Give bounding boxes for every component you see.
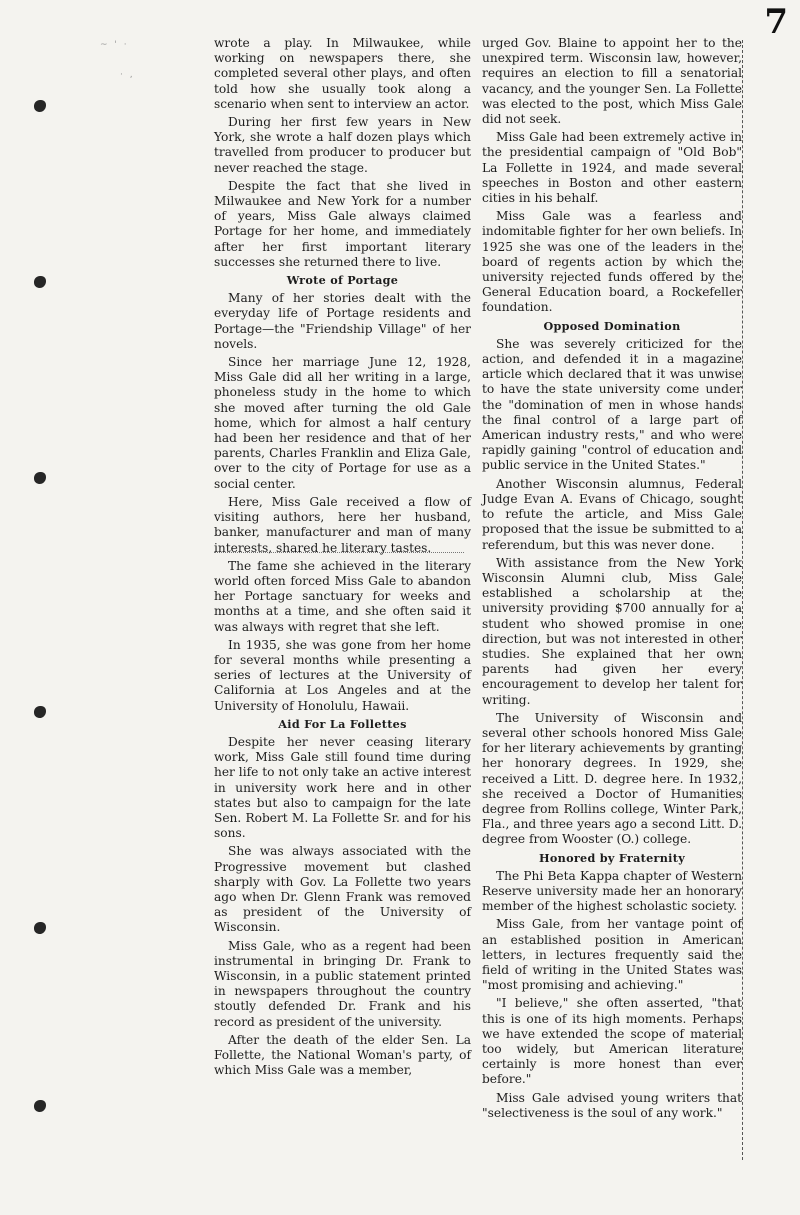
article-paragraph: With assistance from the New York Wisconsin Alumni club, Miss Gale established a scholarship at the university providing $700 annually for a student who showed promise in one direction, but was not interested in other studies. She explained that her own parents had given her every encouragement to develop her talent for writing. [482,555,742,707]
binder-hole-mark [34,276,46,288]
section-heading: Wrote of Portage [286,273,399,288]
binder-hole-mark [34,472,46,484]
article-paragraph: Here, Miss Gale received a flow of visiting authors, here her husband, banker, manufacturer and man of many interests, shared he literary tastes. [214,494,471,555]
article-paragraph: The Phi Beta Kappa chapter of Western Reserve university made her an honorary member of the highest scholastic society. [482,868,742,914]
article-paragraph: She was always associated with the Progressive movement but clashed sharply with Gov. La Follette two years ago when Dr. Glenn Frank was removed as president of the University of Wisconsin. [214,844,471,935]
binder-hole-mark [34,100,46,112]
article-paragraph: After the death of the elder Sen. La Follette, the National Woman's party, of which Miss Gale was a member, [214,1032,471,1078]
article-paragraph: During her first few years in New York, she wrote a half dozen plays which travelled from producer to producer but never reached the stage. [214,115,471,175]
article-paragraph: urged Gov. Blaine to appoint her to the unexpired term. Wisconsin law, however, requires an election to fill a senatorial vacancy, and the younger Sen. La Follette was elected to the post, which Miss Gale did not seek. [482,36,742,127]
article-paragraph: Another Wisconsin alumnus, Federal Judge Evan A. Evans of Chicago, sought to refute the article, and Miss Gale proposed that the issue be submitted to a referendum, but this was never done. [482,476,742,552]
margin-scribble: ~ ' · [100,40,129,50]
article-paragraph: Since her marriage June 12, 1928, Miss Gale did all her writing in a large, phoneless study in the home to which she moved after turning the old Gale home, which for almost a half century had been her residence and that of her parents, Charles Franklin and Eliza Gale, over to the city of Portage for use as a social center. [214,355,471,491]
article-paragraph: wrote a play. In Milwaukee, while working on newspapers there, she completed several other plays, and often told how she usually took along a scenario when sent to interview an actor. [214,36,471,111]
article-paragraph: She was severely criticized for the action, and defended it in a magazine article which declared that it was unwise to have the state university come under the "domination of men in whose hands the final control of a large part of American industry rests," and who were rapidly gaining "control of education and public service in the United States." [482,336,742,473]
article-paragraph: Despite the fact that she lived in Milwaukee and New York for a number of years, Miss Gale always claimed Portage for her home, and immediately after her first important literary successes she returned there to live. [214,178,471,269]
binder-hole-mark [34,1100,46,1112]
article-paragraph: The fame she achieved in the literary world often forced Miss Gale to abandon her Portage sanctuary for weeks and months at a time, and she often said it was always with regret that she left. [214,558,471,634]
article-paragraph: Despite her never ceasing literary work, Miss Gale still found time during her life to not only take an active interest in university work here and in other states but also to campaign for the late Sen. Robert M. La Follette Sr. and for his sons. [214,734,471,841]
article-paragraph: In 1935, she was gone from her home for several months while presenting a series of lectures at the University of California at Los Angeles and at the University of Honolulu, Hawaii. [214,637,471,713]
section-heading: Honored by Fraternity [539,850,685,865]
article-paragraph: Many of her stories dealt with the everyday life of Portage residents and Portage—the "Friendship Village" of her novels. [214,291,471,351]
article-paragraph: Miss Gale, from her vantage point of an established position in American letters, in lectures frequently said the field of writing in the United States was "most promising and achieving." [482,917,742,993]
right-column [482,36,742,1124]
section-heading: Aid For La Follettes [278,716,407,731]
section-heading: Opposed Domination [543,318,681,333]
article-paragraph: Miss Gale was a fearless and indomitable fighter for her own beliefs. In 1925 she was one of the leaders in the board of regents action by which the university rejected funds offered by the General Education board, a Rockefeller foundation. [482,209,742,315]
article-paragraph: "I believe," she often asserted, "that this is one of its high moments. Perhaps we have extended the scope of material too widely, but American literature certainly is more honest than ever before." [482,996,742,1087]
left-column [214,36,471,1081]
binder-hole-mark [34,922,46,934]
column-rule [742,40,743,1160]
page-number: 7 [764,2,788,42]
margin-scribble: · , [120,70,135,80]
article-paragraph: Miss Gale, who as a regent had been instrumental in bringing Dr. Frank to Wisconsin, in a public statement printed in newspapers throughout the country stoutly defended Dr. Frank and his record as president of the university. [214,938,471,1029]
article-paragraph: Miss Gale advised young writers that "selectiveness is the soul of any work." [482,1090,742,1120]
article-paragraph: The University of Wisconsin and several other schools honored Miss Gale for her literary achievements by granting her honorary degrees. In 1929, she received a Litt. D. degree here. In 1932, she received a Doctor of Humanities degree from Rollins college, Winter Park, Fla., and three years ago a second Litt. D. degree from Wooster (O.) college. [482,710,742,847]
article-paragraph: Miss Gale had been extremely active in the presidential campaign of "Old Bob" La Follette in 1924, and made several speeches in Boston and other eastern cities in his behalf. [482,130,742,206]
binder-hole-mark [34,706,46,718]
